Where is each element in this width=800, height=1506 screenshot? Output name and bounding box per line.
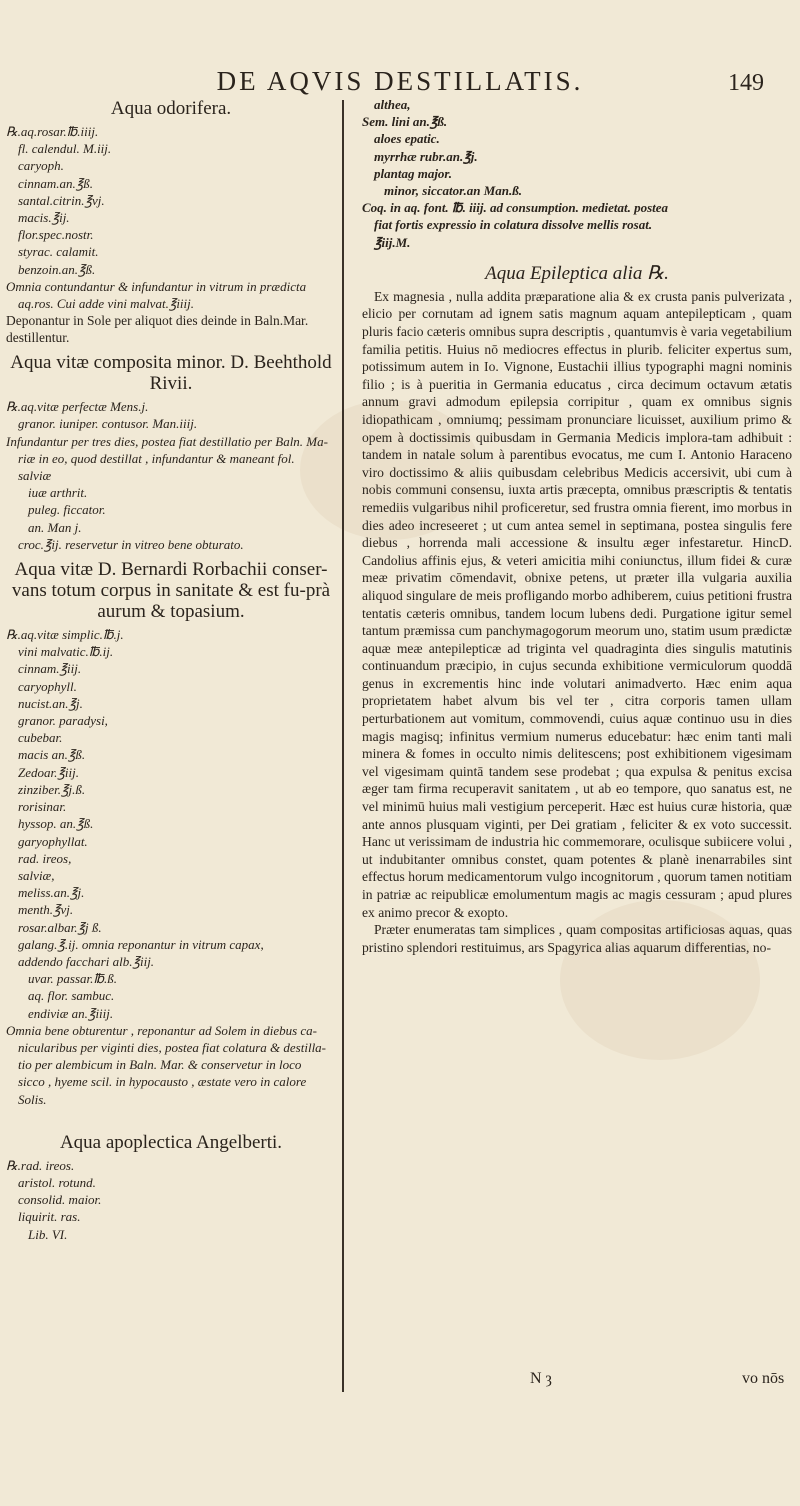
recipe-line: Sem. lini an.℥ß.: [362, 114, 448, 130]
recipe-line: rorisinar.: [18, 799, 67, 815]
column-rule: [342, 100, 344, 1392]
recipe-line: ℥iij.M.: [374, 234, 411, 250]
recipe-line: Coq. in aq. font. ℔. iiij. ad consumption. medietat. postea: [362, 200, 669, 216]
recipe-line: cinnam.an.℥ß.: [18, 175, 94, 191]
recipe-line: Infundantur per tres dies, postea fiat destillatio per Baln. Ma-: [6, 433, 328, 449]
recipe-line: vini malvatic.℔.ij.: [18, 644, 114, 660]
recipe-list: [6, 626, 336, 1108]
recipe-line: zinziber.℥j.ß.: [18, 781, 86, 797]
body-paragraph: Præter enumeratas tam simplices , quam compositas artificiosas aquas, quas pristino splendori restituimus, ars Spagyrica alias aquarum differentias, no-: [362, 922, 792, 955]
recipe-line: granor. iuniper. contusor. Man.iiij.: [18, 416, 198, 432]
recipe-line: ℞.aq.vitæ simplic.℔.j.: [6, 627, 124, 643]
body-paragraph: Ex magnesia , nulla addita præparatione alia & ex crusta panis pulverizata , elicio per cornutam ad ignem satis magnum aquam antepilepticam , quam pluris facio cæteris omnibus supra descriptis , quantumvis è varia vegetabilium familia petitis. Huius nō mediocres effectus in plurib. feliciter expertus sum, potissimum autem in Io. Vignone, Eustachii illius typographi magni nominis filio ; is à pueritia in Germania educatus , circa decimum octavum ætatis annum gravi admodum epilepsia corripitur , quam ex omnibus signis idiopathicam , omniumq; pessimam pronunciare licuisset, auxilium primo & opem à doctissimis quibusdam in Germania Medicis implora-tam adhibuit : tandem in natale solum à parentibus evocatus, me cum I. Antonio Haraceno viro doctissimo & aliis quibusdam celebribus Medicis accersivit, ubi cum à nobis communi consensu, iuxta artis præcepta, omnibus præscriptis & tentatis remediis vulgaribus nihil proficeretur, sed frustra omnia fierent, imo morbus in dies adeo increseeret ; ut cum antea semel in septimana, postea singulis fere diebus , horrenda mali accessione & insultu æger infestaretur. HincD. Candolius affinis ejus, & veteri amicitia mihi coniunctus, illum fidei & curæ meæ privatim cōmendavit, obnixe petens, ut præter illa vulgaria auxilia aliquod singulare de meis profligando morbo adhiberem, cuius petitioni frustra tentatis cæteris omnibus, tandem locum lubens dedi. Purgatione igitur semel tantum præmissa cum panchymagogorum meorum uno, statim usum prædictæ aquæ meæ antepilepticæ ad triginta vel quadraginta dies singulis matutinis continuandum præcipio, in cujus secunda exhibitione vermiculorum quoddā genus in excrementis hinc inde volutari animadverto. Hæc enim aqua proprietatem habet alvum bis vel ter , citra corporis tamen ullam perturbationem aut vomitum, commovendi, cuius aquæ continuo usu in dies magis magisq; infinitus vermium numerus educebatur: hæc enim tanti mali minera & fomes in occulto nimis delitescens; post exhibitionem vigesimam vel vigesimam quintā tandem sese prodebat ; qua expulsa & penitus excisa æger tam firma recuperavit sanitatem , ut ab eo tempore, quo sanatus est, ne vel minimū huius mali vestigium perceperit. Hæc est huius curæ historia, quæ ante annos plusquam viginti, per Dei gratiam , feliciter & ex voto successit. Hanc ut verissimam de industria hic commemorare, oculisque subiicere volui , ut indubitanter omnibus constet, quam potentes & planè inenarrabiles sint effectus horum medicamentorum vulgo incognitorum , quorum tamen notitiam in patriæ ac reipublicæ emolumentum magis ac magis cessuram ; apud plures ex animo precor & exopto.: [362, 288, 792, 920]
right-column: [362, 96, 792, 956]
recipe-line: ℞.aq.rosar.℔.iiij.: [6, 124, 99, 139]
recipe-heading: Aqua Epileptica alia ℞.: [485, 262, 669, 284]
recipe-line: styrac. calamit.: [18, 244, 99, 260]
recipe-line: cubebar.: [18, 730, 63, 746]
recipe-line: rosar.albar.℥j ß.: [18, 919, 102, 935]
recipe-line: addendo facchari alb.℥iij.: [18, 953, 155, 969]
recipe-list: [6, 398, 336, 553]
signature-mark: N ȝ: [530, 1370, 552, 1387]
recipe-line: Lib. VI.: [28, 1226, 68, 1242]
recipe-line: croc.℥ij. reservetur in vitreo bene obturato.: [18, 536, 244, 552]
recipe-line: aristol. rotund.: [18, 1174, 96, 1190]
recipe-heading: Aqua vitæ D. Bernardi Rorbachii conser-vans totum corpus in sanitate & est fu-prà aurum & topasium.: [11, 559, 331, 623]
left-column: [6, 96, 336, 1243]
recipe-line: salviæ: [18, 468, 52, 484]
recipe-line: Solis.: [18, 1091, 47, 1107]
recipe-line: myrrhæ rubr.an.℥j.: [374, 148, 478, 164]
recipe-line: uvar. passar.℔.ß.: [28, 971, 118, 987]
page-number: 149: [728, 70, 764, 96]
recipe-line: tio per alembicum in Baln. Mar. & conservetur in loco: [18, 1057, 302, 1073]
recipe-line: macis an.℥ß.: [18, 747, 86, 763]
recipe-line: althea,: [374, 97, 411, 112]
recipe-line: Zedoar.℥iij.: [18, 764, 79, 780]
recipe-line: minor, siccator.an Man.ß.: [384, 183, 522, 199]
recipe-line: meliss.an.℥j.: [18, 885, 85, 901]
recipe-line: granor. paradysi,: [18, 713, 108, 729]
recipe-line: nicularibus per viginti dies, postea fiat colatura & destilla-: [18, 1039, 327, 1055]
recipe-heading: Aqua odorifera.: [110, 98, 232, 119]
recipe-line: fiat fortis expressio in colatura dissolve mellis rosat.: [374, 217, 653, 233]
recipe-list: [6, 1157, 336, 1243]
recipe-line: salviæ,: [18, 867, 55, 883]
recipe-line: consolid. maior.: [18, 1192, 102, 1208]
recipe-line: cinnam.℥iij.: [18, 661, 82, 677]
recipe-line: plantag major.: [374, 165, 453, 181]
recipe-note: Deponantur in Sole per aliquot dies deinde in Baln.Mar. destillentur.: [6, 313, 309, 346]
recipe-line: nucist.an.℥j.: [18, 695, 83, 711]
recipe-line: menth.℥vj.: [18, 902, 74, 918]
recipe-line: puleg. ficcator.: [28, 502, 106, 518]
recipe-line: ℞.aq.vitæ perfectæ Mens.j.: [6, 399, 149, 415]
recipe-list: [6, 123, 336, 312]
recipe-list: [362, 96, 792, 251]
recipe-line: garyophyllat.: [18, 833, 88, 849]
recipe-line: flor.spec.nostr.: [18, 227, 94, 243]
recipe-line: rad. ireos,: [18, 850, 72, 866]
recipe-line: macis.℥ij.: [18, 210, 70, 226]
recipe-line: caryophyll.: [18, 678, 77, 694]
recipe-line: galang.℥.ij. omnia reponantur in vitrum capax,: [18, 936, 264, 952]
recipe-line: hyssop. an.℥ß.: [18, 816, 94, 832]
recipe-line: endiviæ an.℥iiij.: [28, 1005, 114, 1021]
recipe-line: Omnia contundantur & infundantur in vitrum in prædicta: [6, 278, 307, 294]
recipe-line: benzoin.an.℥ß.: [18, 261, 96, 277]
recipe-line: riæ in eo, quod destillat , infundantur & maneant fol.: [18, 450, 295, 466]
recipe-heading: Aqua apoplectica Angelberti.: [59, 1131, 283, 1153]
recipe-line: fl. calendul. M.iij.: [18, 141, 112, 157]
recipe-line: aq.ros. Cui adde vini malvat.℥iiij.: [18, 296, 195, 312]
recipe-line: aloes epatic.: [374, 131, 440, 147]
recipe-line: liquirit. ras.: [18, 1209, 81, 1225]
recipe-line: caryoph.: [18, 158, 64, 174]
recipe-line: santal.citrin.℥vj.: [18, 192, 105, 208]
recipe-line: sicco , hyeme scil. in hypocausto , æstate vero in calore: [18, 1074, 307, 1090]
recipe-line: ℞.rad. ireos.: [6, 1157, 75, 1173]
recipe-heading: Aqua vitæ composita minor. D. Beehthold Rivii.: [10, 352, 332, 395]
recipe-line: an. Man j.: [28, 519, 82, 535]
recipe-line: iuæ arthrit.: [28, 485, 88, 501]
catchword: vo nōs: [742, 1370, 785, 1387]
running-title: DE AQVIS DESTILLATIS.: [216, 66, 584, 96]
recipe-line: aq. flor. sambuc.: [28, 988, 115, 1004]
recipe-line: Omnia bene obturentur , reponantur ad Solem in diebus ca-: [6, 1022, 317, 1038]
